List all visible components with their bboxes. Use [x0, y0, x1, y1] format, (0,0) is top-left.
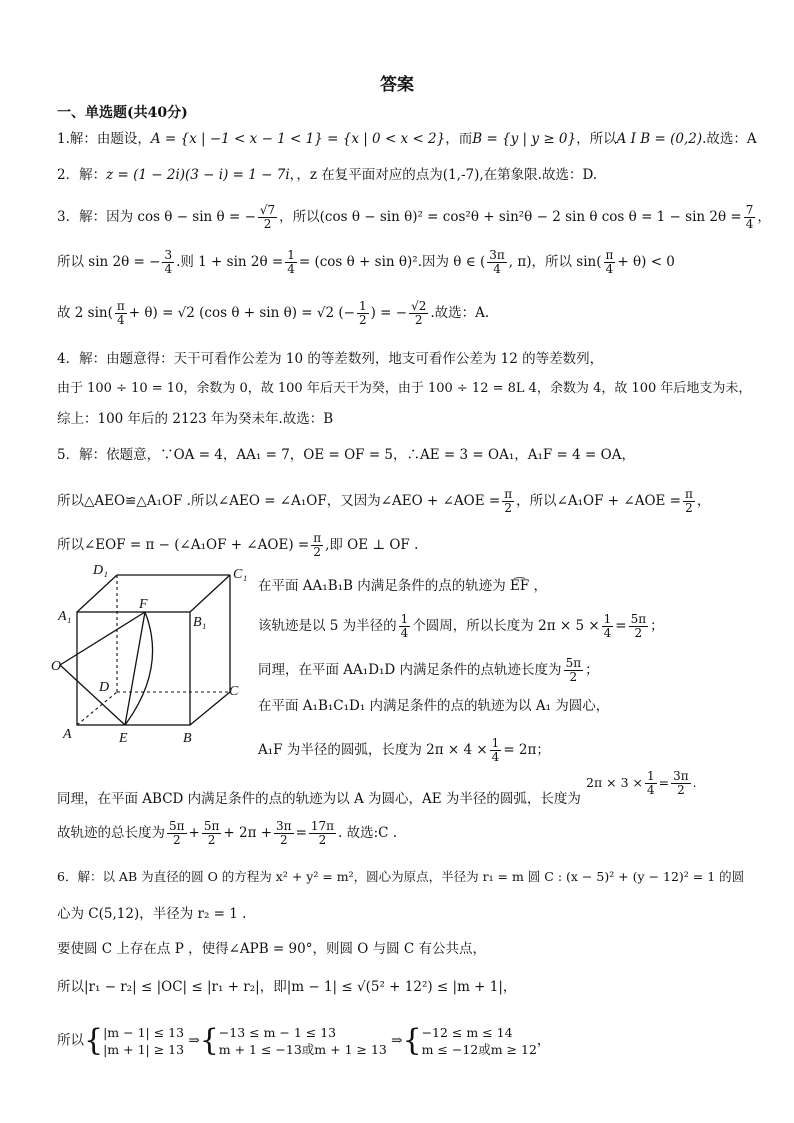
denominator: 2 [207, 833, 216, 847]
q5-text: + 2π + [223, 825, 273, 841]
numerator: 1 [603, 612, 612, 626]
fraction [671, 770, 691, 797]
q1-mid: ，而 [445, 131, 473, 147]
label-e: E [119, 731, 128, 746]
label-d: D [99, 680, 110, 695]
q6-line-2: 心为 C(5,12)，半径为 r₂ = 1 . [57, 906, 247, 922]
q5-text: . [692, 775, 697, 790]
q3-line-2 [57, 249, 675, 276]
q2-lead: 2．解： [57, 167, 107, 183]
segment-of [60, 612, 145, 665]
fraction [744, 204, 756, 231]
q5-text: = [658, 775, 670, 790]
q5-line-2 [57, 488, 710, 515]
fraction [604, 249, 616, 276]
edge-a1d1 [77, 575, 117, 612]
q5-text: 2π × 3 × [586, 775, 643, 790]
numerator: 1 [647, 769, 655, 783]
q5-text: . 故选:C . [338, 825, 398, 841]
q5-side-1: 在平面 AA₁B₁B 内满足条件的点的轨迹为 E͡F ， [258, 578, 548, 594]
system-line: m ≤ −12或m ≥ 12 [421, 1042, 537, 1057]
q1-set-b: B = {y | y ≥ 0} [472, 131, 577, 147]
numerator: 1 [491, 736, 500, 750]
numerator: √7 [259, 203, 276, 217]
denominator: 2 [569, 670, 578, 684]
label-a1: A₁ [58, 609, 72, 624]
denominator: 2 [318, 833, 327, 847]
system-line: |m − 1| ≤ 13 [103, 1025, 185, 1040]
fraction [409, 300, 428, 327]
numerator: π [684, 487, 693, 501]
q5-text: 所以△AEO≌△A₁OF .所以∠AEO = ∠A₁OF，又因为∠AEO + ∠AOE = [57, 493, 501, 509]
numerator: 5π [565, 656, 582, 670]
fraction [502, 488, 514, 515]
q2-expr: z = (1 − 2i)(3 − i) = 1 − 7i [106, 167, 290, 183]
denominator: 4 [603, 626, 612, 640]
q1-intersection: A I B = (0,2) [616, 131, 703, 147]
denominator: 4 [117, 313, 125, 327]
fraction [683, 488, 695, 515]
fraction [564, 657, 584, 684]
q5-line-5 [57, 820, 397, 847]
fraction [258, 204, 277, 231]
denominator: 4 [287, 262, 295, 276]
fraction [399, 613, 411, 640]
numerator: 3 [164, 248, 173, 262]
denominator: 2 [313, 545, 321, 559]
denominator: 2 [358, 313, 367, 327]
fraction [629, 613, 649, 640]
q5-side-4: 在平面 A₁B₁C₁D₁ 内满足条件的点的轨迹为以 A₁ 为圆心， [258, 698, 610, 714]
denominator: 2 [634, 626, 643, 640]
q1-mid2: ，所以 [576, 131, 617, 147]
q4-line-3: 综上：100 年后的 2123 年为癸未年.故选：B [57, 411, 334, 427]
denominator: 4 [605, 262, 614, 276]
denominator: 4 [647, 783, 655, 797]
fraction [274, 820, 294, 847]
q3-text: , π)，所以 sin( [508, 254, 602, 270]
q4-line-2: 由于 100 ÷ 10 = 10，余数为 0，故 100 年后天干为癸，由于 100 ÷ 12 = 8L 4，余数为 4，故 100 年后地支为未， [57, 381, 752, 396]
numerator: π [504, 487, 513, 501]
q5-text: ； [650, 618, 664, 634]
q5-side-5 [258, 737, 550, 764]
denominator: 4 [400, 626, 409, 640]
section-heading: 一、单选题(共40分) [57, 105, 188, 121]
q5-text: ，所以∠A₁OF + ∠AOE = [516, 493, 681, 509]
q5-line-1: 5．解：依题意，∵OA = 4，AA₁ = 7，OE = OF = 5，∴AE = 3 = OA₁，A₁F = 4 = OA， [57, 447, 635, 463]
fraction [487, 249, 507, 276]
label-o: O [51, 659, 62, 674]
q5-text: = 2π； [503, 742, 550, 758]
q3-line-3 [57, 300, 489, 327]
fraction [602, 613, 614, 640]
q3-text: 3．解：因为 cos θ − sin θ = − [57, 209, 256, 225]
numerator: π [313, 531, 322, 545]
q5-text: 个圆周，所以长度为 2π × 5 × [412, 618, 600, 634]
q3-text: .则 1 + sin 2θ = [176, 254, 284, 270]
q3-text: ) = − [370, 305, 408, 321]
q6-line-1: 6．解：以 AB 为直径的圆 O 的方程为 x² + y² = m²，圆心为原点，半径为 r₁ = m 圆 C : (x − 5)² + (y − 12)² = 1 的圆 [57, 869, 745, 884]
q2-line [57, 166, 597, 184]
denominator: 2 [685, 501, 693, 515]
numerator: π [116, 299, 125, 313]
label-d1: D₁ [93, 563, 108, 578]
q3-text: + θ) = √2 (cos θ + sin θ) = √2 (− [128, 305, 355, 321]
numerator: 17π [310, 819, 335, 833]
fraction [357, 300, 369, 327]
q5-text: 故轨迹的总长度为 [57, 825, 165, 841]
q3-text: = (cos θ + sin θ)².因为 θ ∈ ( [298, 254, 486, 270]
edge-bc [190, 692, 230, 725]
system-1 [103, 1024, 184, 1058]
fraction [309, 820, 336, 847]
numerator: 5π [169, 819, 185, 833]
q3-text: 所以 sin 2θ = − [57, 254, 161, 270]
system-brace: { [402, 1023, 422, 1058]
label-c: C [229, 684, 239, 699]
fraction [167, 820, 187, 847]
hidden-edge-ad [77, 692, 117, 725]
q4-line-1: 4．解：由题意得：天干可看作公差为 10 的等差数列，地支可看作公差为 12 的等差数列， [57, 351, 604, 367]
fraction [311, 532, 323, 559]
q3-line-1 [57, 204, 771, 231]
system-brace: { [199, 1023, 219, 1058]
q5-text: A₁F 为半径的圆弧，长度为 2π × 4 × [258, 742, 488, 758]
q1-set-a: A = {x | −1 < x − 1 < 1} = {x | 0 < x < 2} [150, 131, 446, 147]
system-2 [219, 1024, 387, 1058]
edge-b1c1 [190, 575, 230, 612]
q3-text: .故选：A. [430, 305, 490, 321]
implies-arrow: ⇒ [391, 1032, 403, 1049]
numerator: 1 [400, 612, 409, 626]
q5-text: = [295, 825, 307, 841]
denominator: 2 [504, 501, 512, 515]
q5-text: 同理，在平面 ABCD 内满足条件的点的轨迹为以 A 为圆心，AE 为半径的圆弧，长度为 [57, 791, 581, 807]
arc-ef [125, 612, 153, 725]
denominator: 2 [279, 833, 288, 847]
fraction [162, 249, 174, 276]
q6-text: 所以 [57, 1032, 84, 1049]
q5-side-3 [258, 657, 599, 684]
numerator: 5π [630, 612, 647, 626]
numerator: 7 [745, 203, 754, 217]
implies-arrow: ⇒ [188, 1032, 200, 1049]
q5-line-4 [57, 790, 581, 808]
q5-length-expr [586, 770, 697, 797]
q5-side-2 [258, 613, 664, 640]
q6-line-4: 所以|r₁ − r₂| ≤ |OC| ≤ |r₁ + r₂|，即|m − 1| ≤ √(5² + 12²) ≤ |m + 1|， [57, 979, 517, 995]
q6-text: ， [536, 1032, 551, 1049]
numerator: 3π [673, 769, 689, 783]
system-line: −13 ≤ m − 1 ≤ 13 [218, 1025, 337, 1040]
denominator: 2 [263, 217, 272, 231]
label-b1: B₁ [193, 615, 207, 630]
q2-end: ，，z 在复平面对应的点为(1,-7),在第象限.故选：D. [289, 167, 598, 183]
numerator: 1 [287, 248, 295, 262]
q5-text: ； [585, 662, 599, 678]
segment-oe [60, 665, 125, 725]
fraction [285, 249, 297, 276]
q1-end: .故选：A [702, 131, 757, 147]
denominator: 4 [745, 217, 754, 231]
q3-text: ， [757, 209, 771, 225]
fraction [202, 820, 222, 847]
q5-text: 同理，在平面 AA₁D₁D 内满足条件的点轨迹长度为 [258, 662, 562, 678]
numerator: 1 [358, 299, 367, 313]
q3-text: ，所以(cos θ − sin θ)² = cos²θ + sin²θ − 2 sin θ cos θ = 1 − sin 2θ = [279, 209, 742, 225]
q5-line-3 [57, 532, 418, 559]
q5-text: = [615, 618, 627, 634]
label-c1: C₁ [233, 567, 248, 582]
label-f: F [139, 597, 148, 612]
system-3 [422, 1024, 537, 1058]
system-line: −12 ≤ m ≤ 14 [421, 1025, 513, 1040]
cube-diagram [51, 560, 250, 750]
page-title: 答案 [380, 75, 414, 95]
q5-text: ， [696, 493, 711, 509]
label-a: A [63, 727, 72, 742]
segment-fe [125, 612, 145, 725]
denominator: 4 [491, 750, 500, 764]
q5-text: 所以∠EOF = π − (∠A₁OF + ∠AOE) = [57, 537, 310, 553]
q3-text: 故 2 sin( [57, 305, 113, 321]
denominator: 2 [414, 313, 423, 327]
q6-line-5 [57, 1024, 550, 1058]
system-line: m + 1 ≤ −13或m + 1 ≥ 13 [218, 1042, 387, 1057]
q5-text: ,即 OE ⊥ OF . [325, 537, 419, 553]
numerator: √2 [411, 299, 427, 313]
denominator: 2 [172, 833, 181, 847]
fraction [645, 770, 657, 797]
system-line: |m + 1| ≥ 13 [103, 1042, 185, 1057]
numerator: 3π [276, 819, 292, 833]
system-brace: { [84, 1023, 104, 1058]
numerator: 3π [489, 248, 505, 262]
q6-line-3: 要使圆 C 上存在点 P ，使得∠APB = 90°，则圆 O 与圆 C 有公共点， [57, 941, 487, 957]
front-face [77, 612, 190, 725]
q5-text: + [188, 825, 200, 841]
fraction [115, 300, 127, 327]
denominator: 2 [677, 783, 685, 797]
q1-line [57, 130, 757, 148]
q3-text: + θ) < 0 [617, 254, 675, 270]
label-b: B [183, 731, 192, 746]
q5-text: 该轨迹是以 5 为半径的 [258, 618, 397, 634]
numerator: 5π [203, 819, 220, 833]
denominator: 4 [164, 262, 173, 276]
fraction [490, 737, 502, 764]
numerator: π [605, 248, 614, 262]
q1-lead: 1.解：由题设， [57, 131, 151, 147]
denominator: 4 [493, 262, 501, 276]
